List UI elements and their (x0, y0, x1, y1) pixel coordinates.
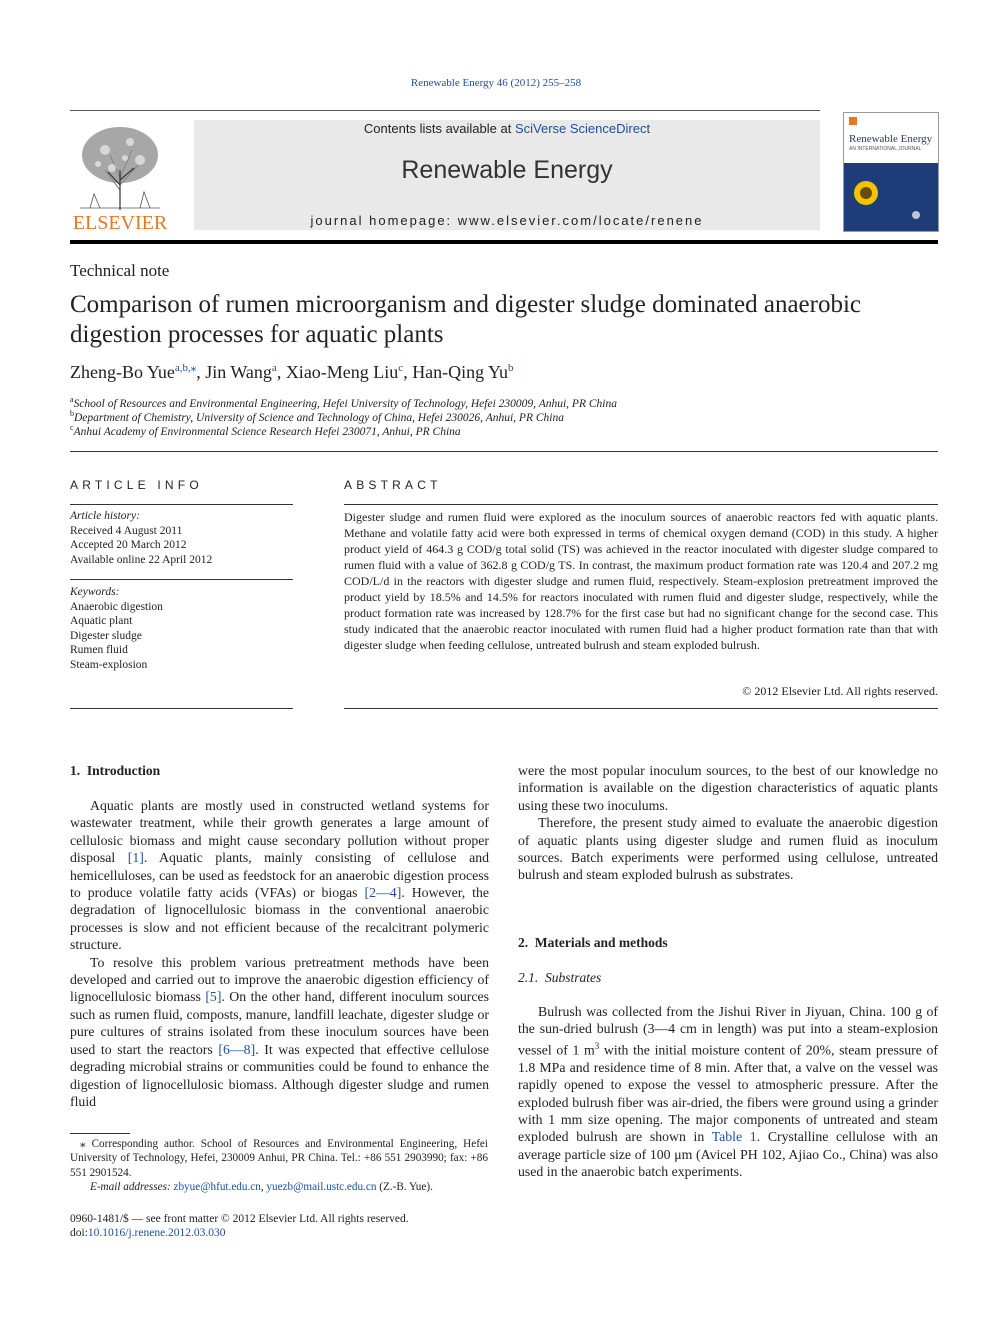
cover-artwork (844, 163, 938, 231)
introduction-body (70, 797, 489, 1110)
history-item: Available online 22 April 2012 (70, 553, 213, 566)
text-run: Bulrush was collected from the Jishui River in Jiyuan, China. 100 g of the sun-dried bulrush (3—4 cm in length) was put into a steam-explosion vessel of 1 m (518, 1004, 938, 1058)
keyword: Aquatic plant (70, 615, 133, 628)
journal-name: Renewable Energy (401, 156, 613, 184)
history-rule (70, 579, 293, 580)
affiliation (70, 423, 461, 438)
text-run: To resolve this problem various pretreatment methods have been developed and carried out to improve the anaerobic digestion efficiency of lignocellulosic biomass (70, 954, 489, 1005)
history-item: Received 4 August 2011 (70, 524, 183, 537)
author-name[interactable]: Jin Wang (205, 362, 272, 382)
article-info-heading: ARTICLE INFO (70, 478, 203, 492)
email-line (70, 1180, 488, 1194)
email-label: E-mail addresses: (90, 1181, 171, 1194)
keyword: Rumen fluid (70, 644, 128, 657)
cover-title: Renewable Energy (849, 133, 933, 145)
reference-link[interactable]: [2—4] (364, 885, 402, 901)
introduction-continued (518, 762, 938, 884)
header-thick-rule (70, 240, 938, 244)
text-run: . However, the degradation of lignocellulosic biomass in the conventional anaerobic processes is slow and not efficient because of the recalcitrant polymeric structure. (70, 885, 490, 953)
author-name[interactable]: Han-Qing Yu (412, 362, 509, 382)
article-title: Comparison of rumen microorganism and digester sludge dominated anaerobic digestion processes for aquatic plants (70, 291, 862, 348)
issn-line: 0960-1481/$ — see front matter © 2012 Elsevier Ltd. All rights reserved. (70, 1213, 409, 1225)
corresponding-author: ⁎ Corresponding author. School of Resources and Environmental Engineering, Hefei University of Technology, Hefei, 230009 Anhui, PR China. Tel.: +86 551 2903990; fax: +86 551 2901524. (70, 1138, 488, 1179)
sunflower-icon (844, 163, 938, 231)
affiliation-mark: b (70, 409, 74, 418)
section-heading-methods: 2. Materials and methods (518, 935, 668, 950)
abstract-text: Digester sludge and rumen fluid were explored as the inoculum sources of anaerobic reactors fed with aquatic plants. Methane and volatile fatty acid were both expressed in terms of chemical oxygen demand (COD) in this study. A higher product yield of 464.3 g COD/g total solid (TS) was achieved in the reactor inoculated with digester sludge compared to rumen fluid with a value of 362.8 g COD/g TS. In contrast, the maximum product formation rate was 120.4 and 207.2 mg COD/L/d in the reactors with digester sludge and rumen fluid, respectively. Steam-explosion pretreatment improved the product yield by 18.5% and 14.5% for reactors inoculated with rumen fluid and digester sludge, respectively, while the product formation rate was increased by 128.7% for the first case but had no significant change for the second case. This study indicated that the anaerobic reactor inoculated with rumen fluid had a higher product formation rate than that with digester sludge when feeding cellulose, untreated bulrush and steam exploded bulrush. (344, 510, 938, 652)
affiliation (70, 409, 564, 424)
affiliation-text: Department of Chemistry, University of Science and Technology of China, Hefei 230026, Anhui, PR China (74, 411, 564, 424)
article-info-bottom-rule (70, 708, 293, 709)
title-divider (70, 451, 938, 452)
author-affiliation-mark[interactable]: b (508, 362, 514, 374)
text-run: Aquatic plants are mostly used in constructed wetland systems for wastewater treatment, while their growth generates a large amount of cellulosic biomass and might cause secondary pollution without proper disposal (70, 798, 489, 866)
article-info-rule (70, 504, 293, 505)
subsection-heading-substrates: 2.1. Substrates (518, 970, 602, 985)
text-run: . Crystalline cellulose with an average particle size of 100 μm (Avicel PH 102, Ajiao Co., China) was also used in the anaerobic batch experiments. (518, 1129, 938, 1180)
email-tail: (Z.-B. Yue). (376, 1181, 433, 1194)
keyword: Anaerobic digestion (70, 600, 163, 613)
keywords-block (70, 585, 163, 673)
header-rule (70, 110, 820, 111)
author-affiliation-mark[interactable]: a,b,⁎ (174, 362, 197, 374)
abstract-copyright: © 2012 Elsevier Ltd. All rights reserved. (742, 684, 938, 698)
author-separator: , (403, 362, 413, 382)
contents-line (194, 121, 820, 136)
text-run: . It was expected that effective cellulose degrading microbial strains or communities could be found to enhance the digestion of lignocellulosic biomass. Although digester sludge and rumen fluid (70, 1041, 489, 1109)
email-link[interactable]: yuezb@mail.ustc.edu.cn (266, 1181, 377, 1194)
reference-link[interactable]: [5] (205, 989, 222, 1005)
elsevier-logo (70, 120, 170, 232)
contents-prefix: Contents lists available at (363, 121, 515, 136)
history-item: Accepted 20 March 2012 (70, 539, 187, 552)
cover-subtitle: AN INTERNATIONAL JOURNAL (849, 146, 922, 152)
paragraph (70, 797, 489, 954)
front-matter (70, 1212, 409, 1241)
email-separator: , (260, 1181, 267, 1194)
author-name[interactable]: Xiao-Meng Liu (285, 362, 399, 382)
abstract-rule (344, 504, 938, 505)
paragraph: were the most popular inoculum sources, to the best of our knowledge no information is available on the digestion characteristics of aquatic plants using these two inoculums. (518, 763, 938, 813)
article-type: Technical note (70, 261, 170, 280)
affiliation-text: School of Resources and Environmental Engineering, Hefei University of Technology, Hefei 230009, Anhui, PR China (73, 397, 617, 410)
substrates-body (518, 1003, 938, 1181)
email-link[interactable]: zbyue@hfut.edu.cn (173, 1181, 261, 1194)
author-name[interactable]: Zheng-Bo Yue (70, 362, 175, 382)
keyword: Steam-explosion (70, 658, 148, 671)
abstract-heading: ABSTRACT (344, 478, 442, 492)
table-reference-link[interactable]: Table 1 (711, 1129, 757, 1145)
journal-homepage[interactable]: journal homepage: www.elsevier.com/locate/renene (310, 213, 704, 228)
keyword: Digester sludge (70, 629, 142, 642)
doi-label: doi: (70, 1227, 88, 1240)
author-list (70, 361, 514, 383)
abstract-bottom-rule (344, 708, 938, 709)
article-history (70, 509, 212, 567)
superscript: 3 (594, 1040, 600, 1051)
doi-line (70, 1226, 409, 1240)
reference-link[interactable]: [1] (127, 850, 144, 866)
journal-citation[interactable]: Renewable Energy 46 (2012) 255–258 (410, 77, 582, 89)
author-affiliation-mark[interactable]: a (271, 362, 277, 374)
journal-cover-image (843, 112, 939, 232)
paragraph: Therefore, the present study aimed to evaluate the anaerobic digestion of aquatic plants using digester sludge and rumen fluid as inoculum sources. Batch experiments were performed using cellulose, untreated bulrush and steam exploded bulrush as substrates. (518, 815, 938, 883)
affiliation-mark: a (70, 395, 74, 404)
doi-link[interactable]: 10.1016/j.renene.2012.03.030 (87, 1227, 226, 1240)
sciencedirect-link[interactable]: SciVerse ScienceDirect (514, 121, 651, 136)
affiliation (70, 395, 617, 410)
footnote-rule (70, 1133, 130, 1134)
author-separator: , (276, 362, 286, 382)
elsevier-wordmark: ELSEVIER (72, 212, 168, 232)
text-run: with the initial moisture content of 20%, steam pressure of 1.8 MPa and residence time of 8 min. After that, a valve on the vessel was rapidly opened to expose the vessel to atmospheric pressure. After the exploded bulrush fiber was air-dried, the fibers were ground using a grinder with 1 mm size opening. The major components of untreated and steam exploded bulrush are shown in (518, 1042, 938, 1145)
text-run: . Aquatic plants, mainly consisting of cellulose and hemicelluloses, can be used as feedstock for an anaerobic digestion process to produce volatile fatty acids (VFAs) or biogas (70, 850, 489, 901)
text-run: . On the other hand, different inoculum sources such as rumen fluid, composts, manure, landfill leachate, digester sludge or pure cultures of strains isolated from these inoculum sources have been used to start the reactors (70, 989, 489, 1057)
affiliation-mark: c (70, 423, 74, 432)
elsevier-tree-icon (70, 120, 170, 232)
paragraph (70, 954, 489, 1111)
affiliation-text: Anhui Academy of Environmental Science Research Hefei 230071, Anhui, PR China (73, 425, 461, 438)
section-heading-introduction: 1. Introduction (70, 763, 161, 778)
history-label: Article history: (70, 510, 140, 522)
author-separator: , (196, 362, 206, 382)
corresponding-author-footnote (70, 1137, 488, 1195)
paragraph (518, 1003, 938, 1181)
reference-link[interactable]: [6—8] (218, 1041, 256, 1057)
keywords-label: Keywords: (70, 586, 120, 598)
author-affiliation-mark[interactable]: c (398, 362, 404, 374)
cover-mark-icon (849, 117, 857, 125)
